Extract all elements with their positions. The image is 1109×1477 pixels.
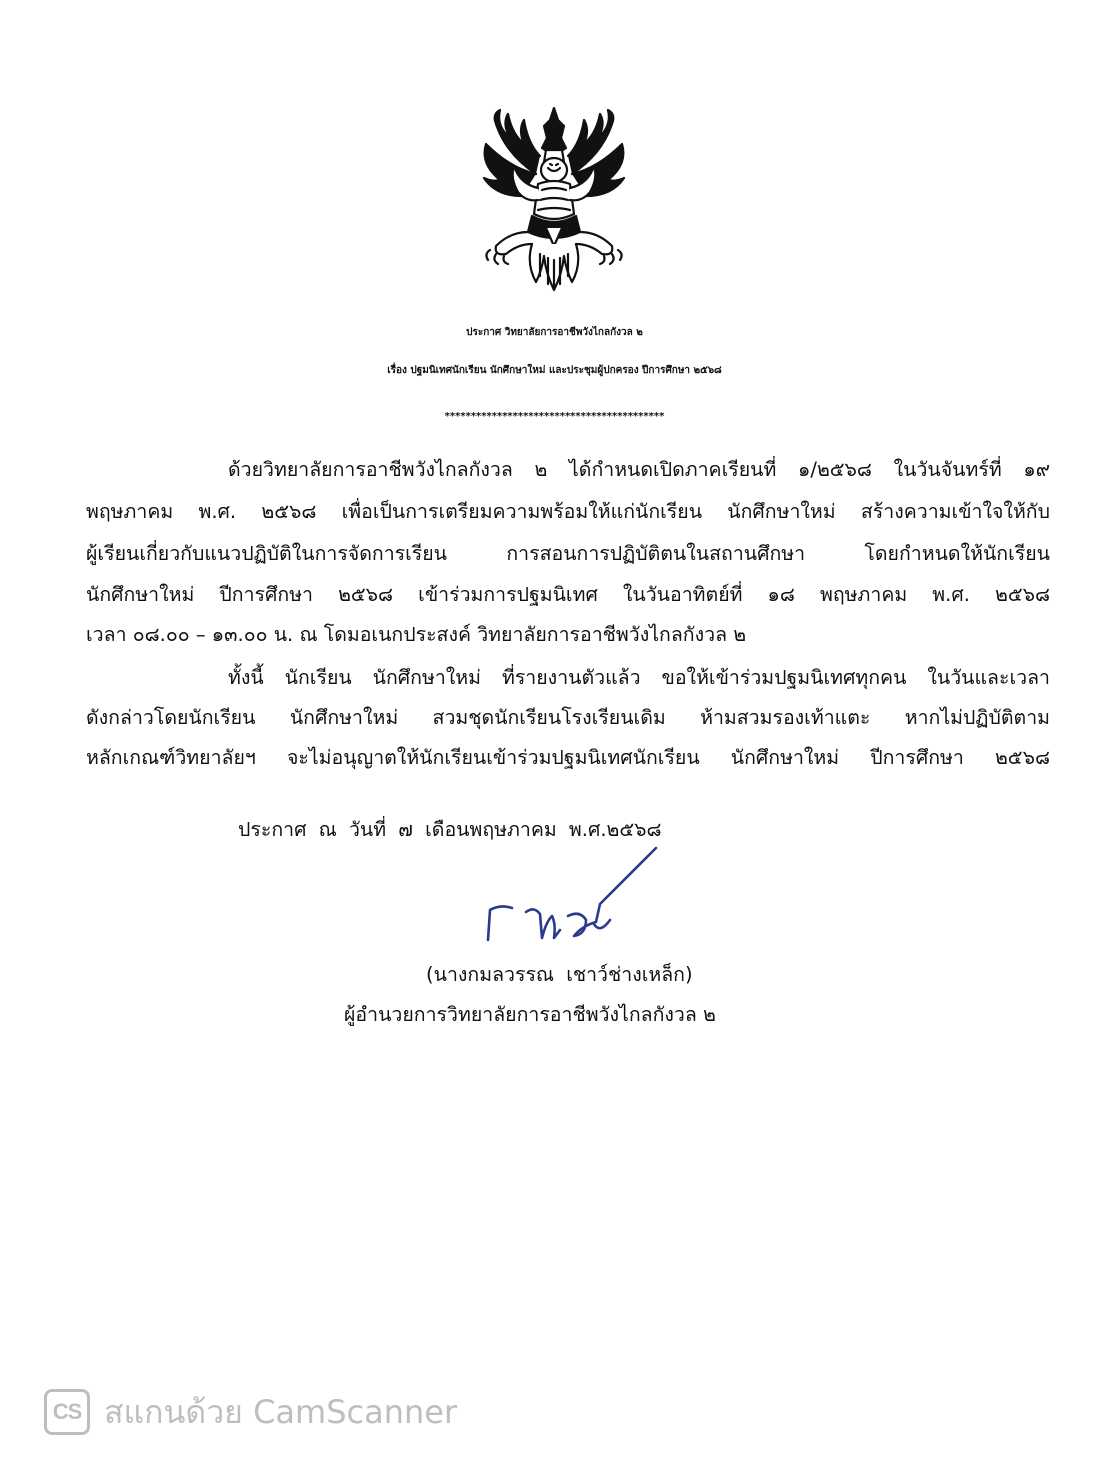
camscanner-text: สแกนด้วย CamScanner <box>104 1392 458 1431</box>
announcement-date: ประกาศ ณ วันที่ ๗ เดือนพฤษภาคม พ.ศ.๒๕๖๘ <box>238 818 662 841</box>
camscanner-watermark <box>44 1386 457 1438</box>
garuda-emblem-icon <box>466 104 642 296</box>
paragraph1-line4: นักศึกษาใหม่ ปีการศึกษา ๒๕๖๘ เข้าร่วมการปฐมนิเทศ ในวันอาทิตย์ที่ ๑๘ พฤษภาคม พ.ศ. ๒๕๖๘ <box>86 583 1050 606</box>
announcement-subject: เรื่อง ปฐมนิเทศนักเรียน นักศึกษาใหม่ และประชุมผู้ปกครอง ปีการศึกษา ๒๕๖๘ <box>387 365 722 376</box>
paragraph2-line1: ทั้งนี้ นักเรียน นักศึกษาใหม่ ที่รายงานตัวแล้ว ขอให้เข้าร่วมปฐมนิเทศทุกคน ในวันและเวลา <box>228 666 1050 689</box>
paragraph1-line3: ผู้เรียนเกี่ยวกับแนวปฏิบัติในการจัดการเรียน การสอนการปฏิบัติตนในสถานศึกษา โดยกำหนดให้นักเรียน <box>86 542 1050 565</box>
signer-name: (นางกมลวรรณ เชาว์ช่างเหล็ก) <box>426 963 693 986</box>
camscanner-logo-icon: CS <box>44 1389 90 1435</box>
signer-position: ผู้อำนวยการวิทยาลัยการอาชีพวังไกลกังวล ๒ <box>344 1003 716 1026</box>
paragraph1-line1: ด้วยวิทยาลัยการอาชีพวังไกลกังวล ๒ ได้กำหนดเปิดภาคเรียนที่ ๑/๒๕๖๘ ในวันจันทร์ที่ ๑๙ <box>228 458 1050 481</box>
heading-separator: ****************************************** <box>444 411 665 422</box>
paragraph2-line2: ดังกล่าวโดยนักเรียน นักศึกษาใหม่ สวมชุดนักเรียนโรงเรียนเดิม ห้ามสวมรองเท้าแตะ หากไม่ปฏิบัติตาม <box>86 706 1050 729</box>
announcement-title: ประกาศ วิทยาลัยการอาชีพวังไกลกังวล ๒ <box>466 327 643 338</box>
handwritten-signature <box>470 838 690 954</box>
paragraph1-line2: พฤษภาคม พ.ศ. ๒๕๖๘ เพื่อเป็นการเตรียมความพร้อมให้แก่นักเรียน นักศึกษาใหม่ สร้างความเข้าใจให้กับ <box>86 500 1050 523</box>
paragraph1-line5: เวลา ๐๘.๐๐ – ๑๓.๐๐ น. ณ โดมอเนกประสงค์ วิทยาลัยการอาชีพวังไกลกังวล ๒ <box>86 623 747 646</box>
paragraph2-line3: หลักเกณฑ์วิทยาลัยฯ จะไม่อนุญาตให้นักเรียนเข้าร่วมปฐมนิเทศนักเรียน นักศึกษาใหม่ ปีการศึกษา ๒๕๖๘ <box>86 746 1050 769</box>
